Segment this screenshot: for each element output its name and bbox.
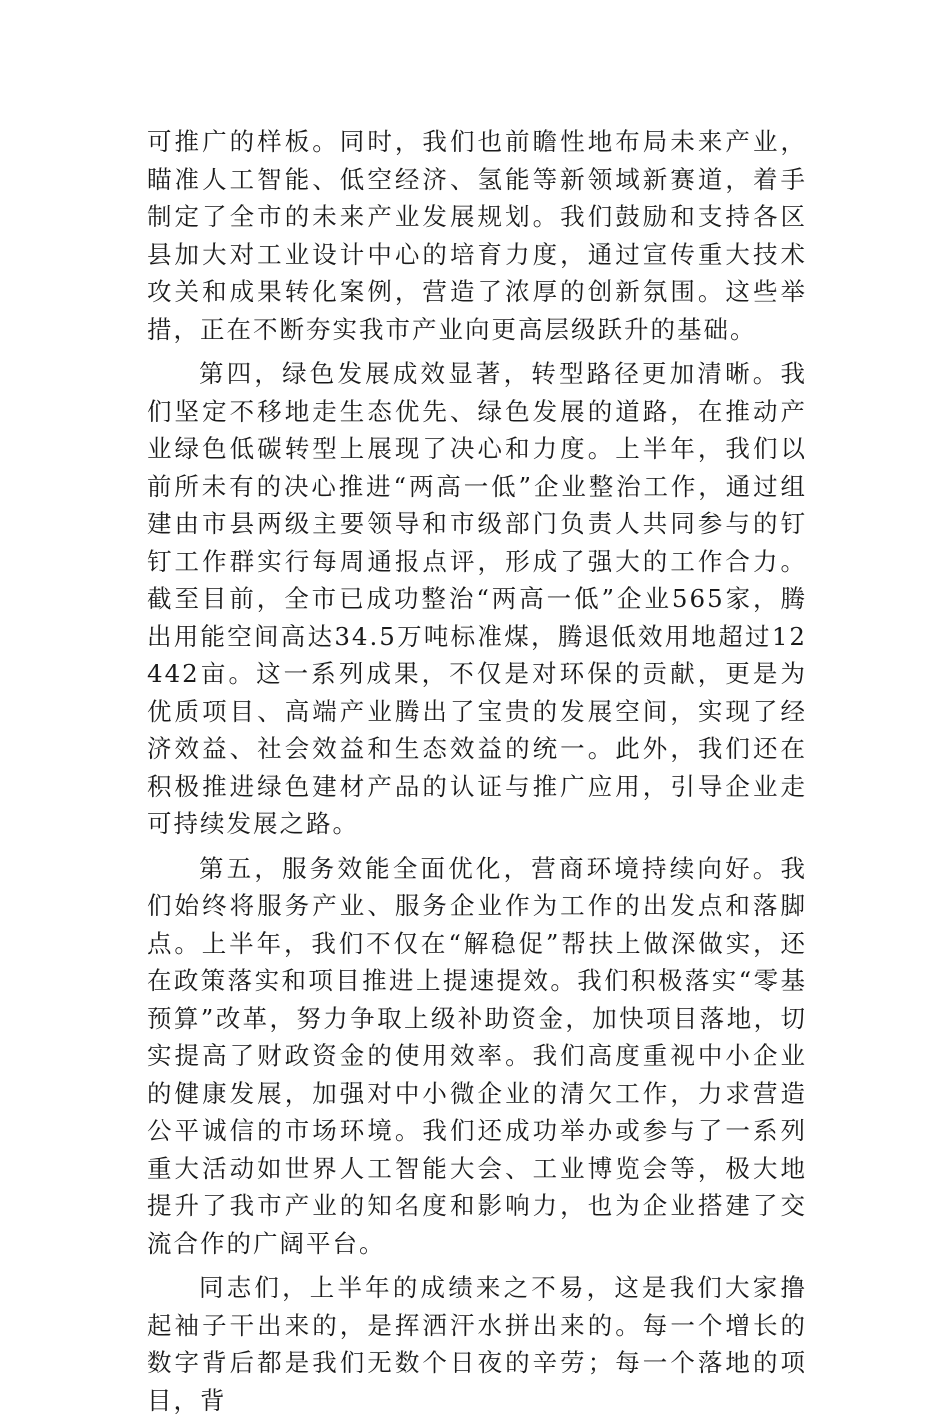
paragraph-service-efficiency: 第五，服务效能全面优化，营商环境持续向好。我们始终将服务产业、服务企业作为工作的出发点和落脚点。上半年，我们不仅在“解稳促”帮扶上做深做实，还在政策落实和项目推进上提速提效。我们积极落实“零基预算”改革，努力争取上级补助资金，加快项目落地，切实提高了财政资金的使用效率。我们高度重视中小企业的健康发展，加强对中小微企业的清欠工作，力求营造公平诚信的市场环境。我们还成功举办或参与了一系列重大活动如世界人工智能大会、工业博览会等，极大地提升了我市产业的知名度和影响力，也为企业搭建了交流合作的广阔平台。 xyxy=(147,853,807,1258)
body-text xyxy=(147,123,807,1426)
paragraph-green-development: 第四，绿色发展成效显著，转型路径更加清晰。我们坚定不移地走生态优先、绿色发展的道路，在推动产业绿色低碳转型上展现了决心和力度。上半年，我们以前所未有的决心推进“两高一低”企业整治工作，通过组建由市县两级主要领导和市级部门负责人共同参与的钉钉工作群实行每周通报点评，形成了强大的工作合力。截至目前，全市已成功整治“两高一低”企业565家，腾出用能空间高达34.5万吨标准煤，腾退低效用地超过12442亩。这一系列成果，不仅是对环保的贡献，更是为优质项目、高端产业腾出了宝贵的发展空间，实现了经济效益、社会效益和生态效益的统一。此外，我们还在积极推进绿色建材产品的认证与推广应用，引导企业走可持续发展之路。 xyxy=(147,359,807,838)
paragraph-comrades: 同志们，上半年的成绩来之不易，这是我们大家撸起袖子干出来的，是挥洒汗水拼出来的。每一个增长的数字背后都是我们无数个日夜的辛劳；每一个落地的项目，背 xyxy=(147,1273,807,1415)
paragraph-continuation: 可推广的样板。同时，我们也前瞻性地布局未来产业，瞄准人工智能、低空经济、氢能等新领域新赛道，着手制定了全市的未来产业发展规划。我们鼓励和支持各区县加大对工业设计中心的培育力度，通过宣传重大技术攻关和成果转化案例，营造了浓厚的创新氛围。这些举措，正在不断夯实我市产业向更高层级跃升的基础。 xyxy=(147,127,807,344)
